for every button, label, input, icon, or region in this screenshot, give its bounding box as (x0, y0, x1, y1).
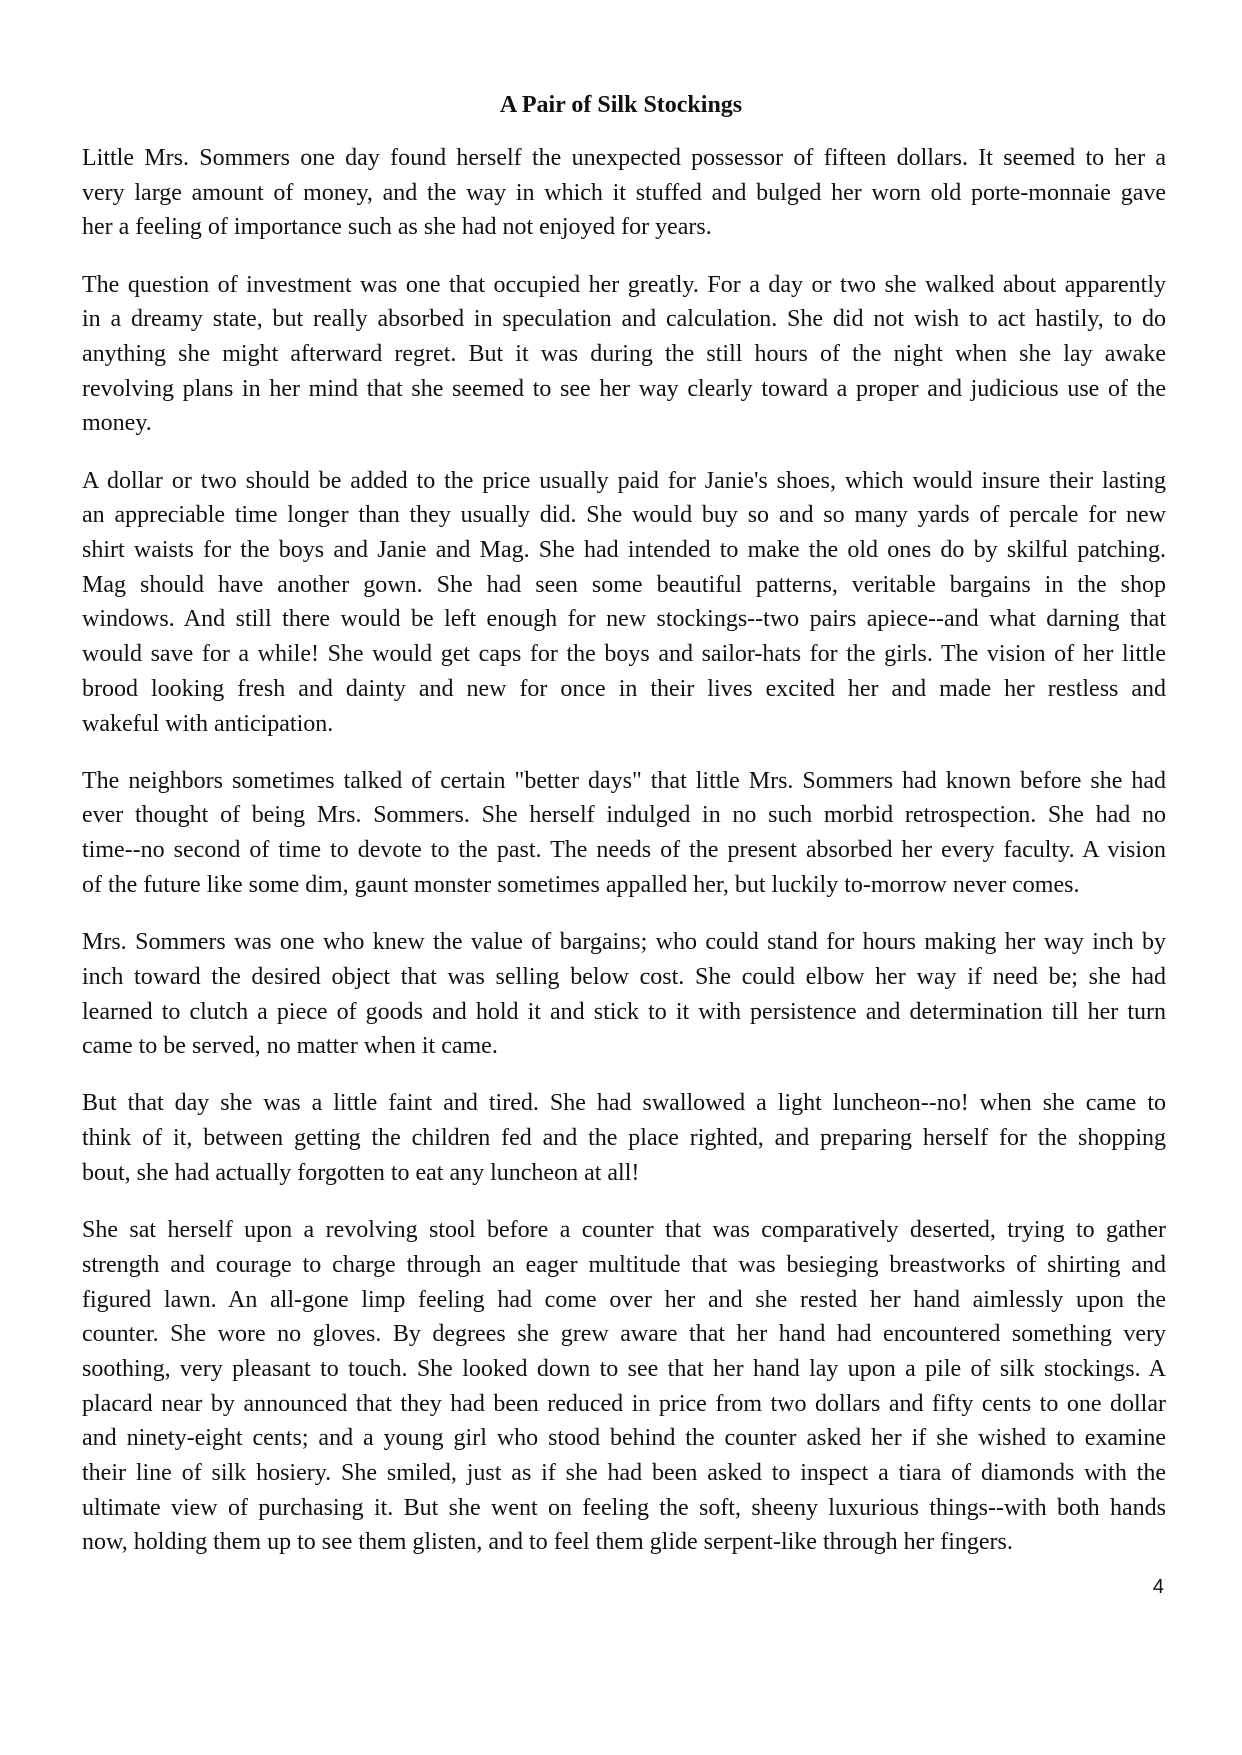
text-line: ever thought of being Mrs. Sommers. She herself indulged in no such morbid retrospection. She had no (82, 802, 1166, 829)
text-line: strength and courage to charge through an eager multitude that was besieging breastworks of shirting and (82, 1251, 1166, 1278)
text-line: shirt waists for the boys and Janie and Mag. She had intended to make the old ones do by skilful patching. (82, 537, 1166, 564)
paragraph (82, 141, 1166, 245)
text-line: soothing, very pleasant to touch. She looked down to see that her hand lay upon a pile of silk stockings. A (82, 1355, 1166, 1382)
paragraph (82, 1213, 1166, 1560)
text-line: in a dreamy state, but really absorbed in speculation and calculation. She did not wish to act hastily, to do (82, 306, 1166, 333)
paragraph (82, 764, 1166, 903)
text-line: time--no second of time to devote to the past. The needs of the present absorbed her every faculty. A vision (82, 837, 1166, 864)
paragraph (82, 268, 1166, 441)
text-line: inch toward the desired object that was selling below cost. She could elbow her way if need be; she had (82, 963, 1166, 990)
text-line: placard near by announced that they had been reduced in price from two dollars and fifty cents to one dollar (82, 1390, 1166, 1417)
page-number: 4 (1152, 1576, 1164, 1598)
text-line: and ninety-eight cents; and a young girl who stood behind the counter asked her if she wished to examine (82, 1425, 1166, 1452)
text-line: Little Mrs. Sommers one day found herself the unexpected possessor of fifteen dollars. It seemed to her a (82, 145, 1166, 171)
text-line: ultimate view of purchasing it. But she went on feeling the soft, sheeny luxurious things--with both hands (82, 1494, 1166, 1521)
page-title: A Pair of Silk Stockings (499, 92, 743, 118)
text-line: an appreciable time longer than they usually did. She would buy so and so many yards of percale for new (82, 502, 1166, 529)
text-line: now, holding them up to see them glisten, and to feel them glide serpent-like through her fingers. (82, 1529, 1013, 1556)
text-line: money. (82, 410, 152, 437)
text-line: revolving plans in her mind that she seemed to see her way clearly toward a proper and judicious use of the (82, 375, 1166, 402)
text-line: Mrs. Sommers was one who knew the value of bargains; who could stand for hours making her way inch by (82, 929, 1166, 956)
paragraph (82, 1086, 1166, 1190)
text-line: figured lawn. An all-gone limp feeling had come over her and she rested her hand aimlessly upon the (82, 1286, 1166, 1313)
paragraph (82, 925, 1166, 1064)
text-line: wakeful with anticipation. (82, 710, 334, 737)
text-line: of the future like some dim, gaunt monster sometimes appalled her, but luckily to-morrow never comes. (82, 871, 1080, 898)
text-line: The neighbors sometimes talked of certain "better days" that little Mrs. Sommers had known before she had (82, 767, 1166, 794)
text-line: her a feeling of importance such as she had not enjoyed for years. (82, 214, 712, 241)
text-line: She sat herself upon a revolving stool before a counter that was comparatively deserted, trying to gather (82, 1217, 1166, 1244)
text-line: But that day she was a little faint and tired. She had swallowed a light luncheon--no! when she came to (82, 1090, 1166, 1117)
text-line: brood looking fresh and dainty and new for once in their lives excited her and made her restless and (82, 675, 1166, 702)
text-line: anything she might afterward regret. But it was during the still hours of the night when she lay awake (82, 341, 1166, 368)
document-body (82, 141, 1166, 1583)
text-line: would save for a while! She would get caps for the boys and sailor-hats for the girls. The vision of her little (82, 641, 1166, 668)
text-line: The question of investment was one that occupied her greatly. For a day or two she walked about apparently (82, 271, 1166, 298)
text-line: very large amount of money, and the way in which it stuffed and bulged her worn old porte-monnaie gave (82, 179, 1166, 206)
text-line: bout, she had actually forgotten to eat any luncheon at all! (82, 1159, 640, 1186)
text-line: A dollar or two should be added to the price usually paid for Janie's shoes, which would insure their lasting (82, 467, 1166, 494)
paragraph (82, 464, 1166, 742)
text-line: came to be served, no matter when it came. (82, 1033, 498, 1060)
text-line: think of it, between getting the children fed and the place righted, and preparing herself for the shopping (82, 1125, 1166, 1152)
text-line: windows. And still there would be left enough for new stockings--two pairs apiece--and what darning that (82, 606, 1166, 633)
text-line: Mag should have another gown. She had seen some beautiful patterns, veritable bargains in the shop (82, 571, 1166, 598)
text-line: their line of silk hosiery. She smiled, just as if she had been asked to inspect a tiara of diamonds with the (82, 1459, 1166, 1486)
text-line: learned to clutch a piece of goods and hold it and stick to it with persistence and determination till her turn (82, 998, 1166, 1025)
text-line: counter. She wore no gloves. By degrees she grew aware that her hand had encountered something very (82, 1321, 1166, 1348)
